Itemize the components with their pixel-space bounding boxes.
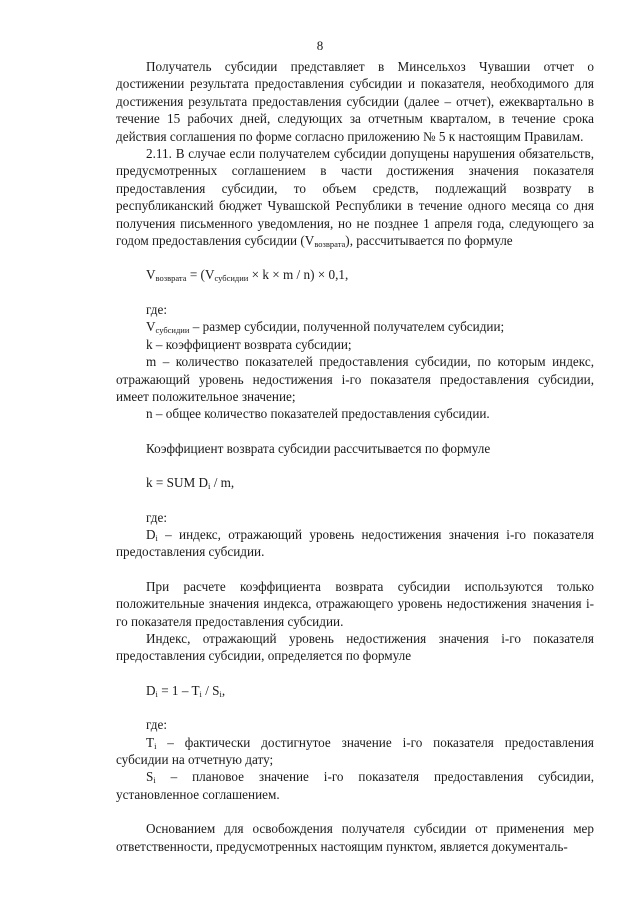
definition-k: k – коэффициент возврата субсидии; [146,336,352,352]
definition-t: $T_i$ – фактически достигнутое значение i-го показателя предоставления субсидии на отчетную дату; [116,734,594,767]
exemption-paragraph: Основанием для освобождения получателя субсидии от применения мер ответственности, предусмотренных настоящим пунктом, является документаль- [116,821,594,854]
page-number: 8 [316,38,324,53]
document-body [116,58,594,855]
definition-d: $D_i$ – индекс, отражающий уровень недостижения значения i-го показателя предоставления субсидии. [116,526,594,560]
calc-note-paragraph: При расчете коэффициента возврата субсидии используются только положительные значения индекса, отражающего уровень недостижения значения i-го показателя предоставления субсидии. [116,578,594,629]
formula-index: $D_i = 1 - T_i / S_i$, [146,682,226,699]
where-label-3: где: [146,717,167,733]
definition-v-subsidy: $V_{субсидии}$ – размер субсидии, полученной получателем субсидии; [146,319,505,336]
section-2-11-paragraph: 2.11. В случае если получателем субсидии допущены нарушения обязательств, предусмотренных соглашением в части достижения значения показателя предоставления субсидии, то объем средств, подлежащий возврату в республиканский бюджет Чувашской Республики в течение одного месяца со дня получения письменного уведомления, но не позднее 1 апреля года, следующего за годом предоставления субсидии $(V_{возврата})$, рассчитывается по формуле [116,146,594,250]
definition-m: m – количество показателей предоставления субсидии, по которым индекс, отражающий уровень недостижения i-го показателя предоставления субсидии, имеет положительное значение; [116,354,594,404]
coefficient-intro: Коэффициент возврата субсидии рассчитывается по формуле [146,440,491,456]
definition-s: $S_i$ – плановое значение i-го показателя предоставления субсидии, установленное соглашением. [116,769,594,802]
index-intro-paragraph: Индекс, отражающий уровень недостижения значения i-го показателя предоставления субсидии, определяется по формуле [116,630,594,664]
formula-coefficient: k = SUM $D_i$ / m, [146,475,235,492]
definition-n: n – общее количество показателей предоставления субсидии. [146,406,490,422]
formula-refund: $V_{возврата} = (V_{субсидии} \times k \times m / n) \times 0,1$, [146,267,349,284]
where-label-2: где: [146,509,167,525]
report-paragraph: Получатель субсидии представляет в Минсельхоз Чувашии отчет о достижении результата предоставления субсидии и показателя, необходимого для достижения результата предоставления субсидии (далее – отчет), ежеквартально в течение 15 рабочих дней, следующих за отчетным кварталом, в течение срока действия соглашения по форме согласно приложению № 5 к настоящим Правилам. [116,59,594,144]
where-label-1: где: [146,301,167,317]
